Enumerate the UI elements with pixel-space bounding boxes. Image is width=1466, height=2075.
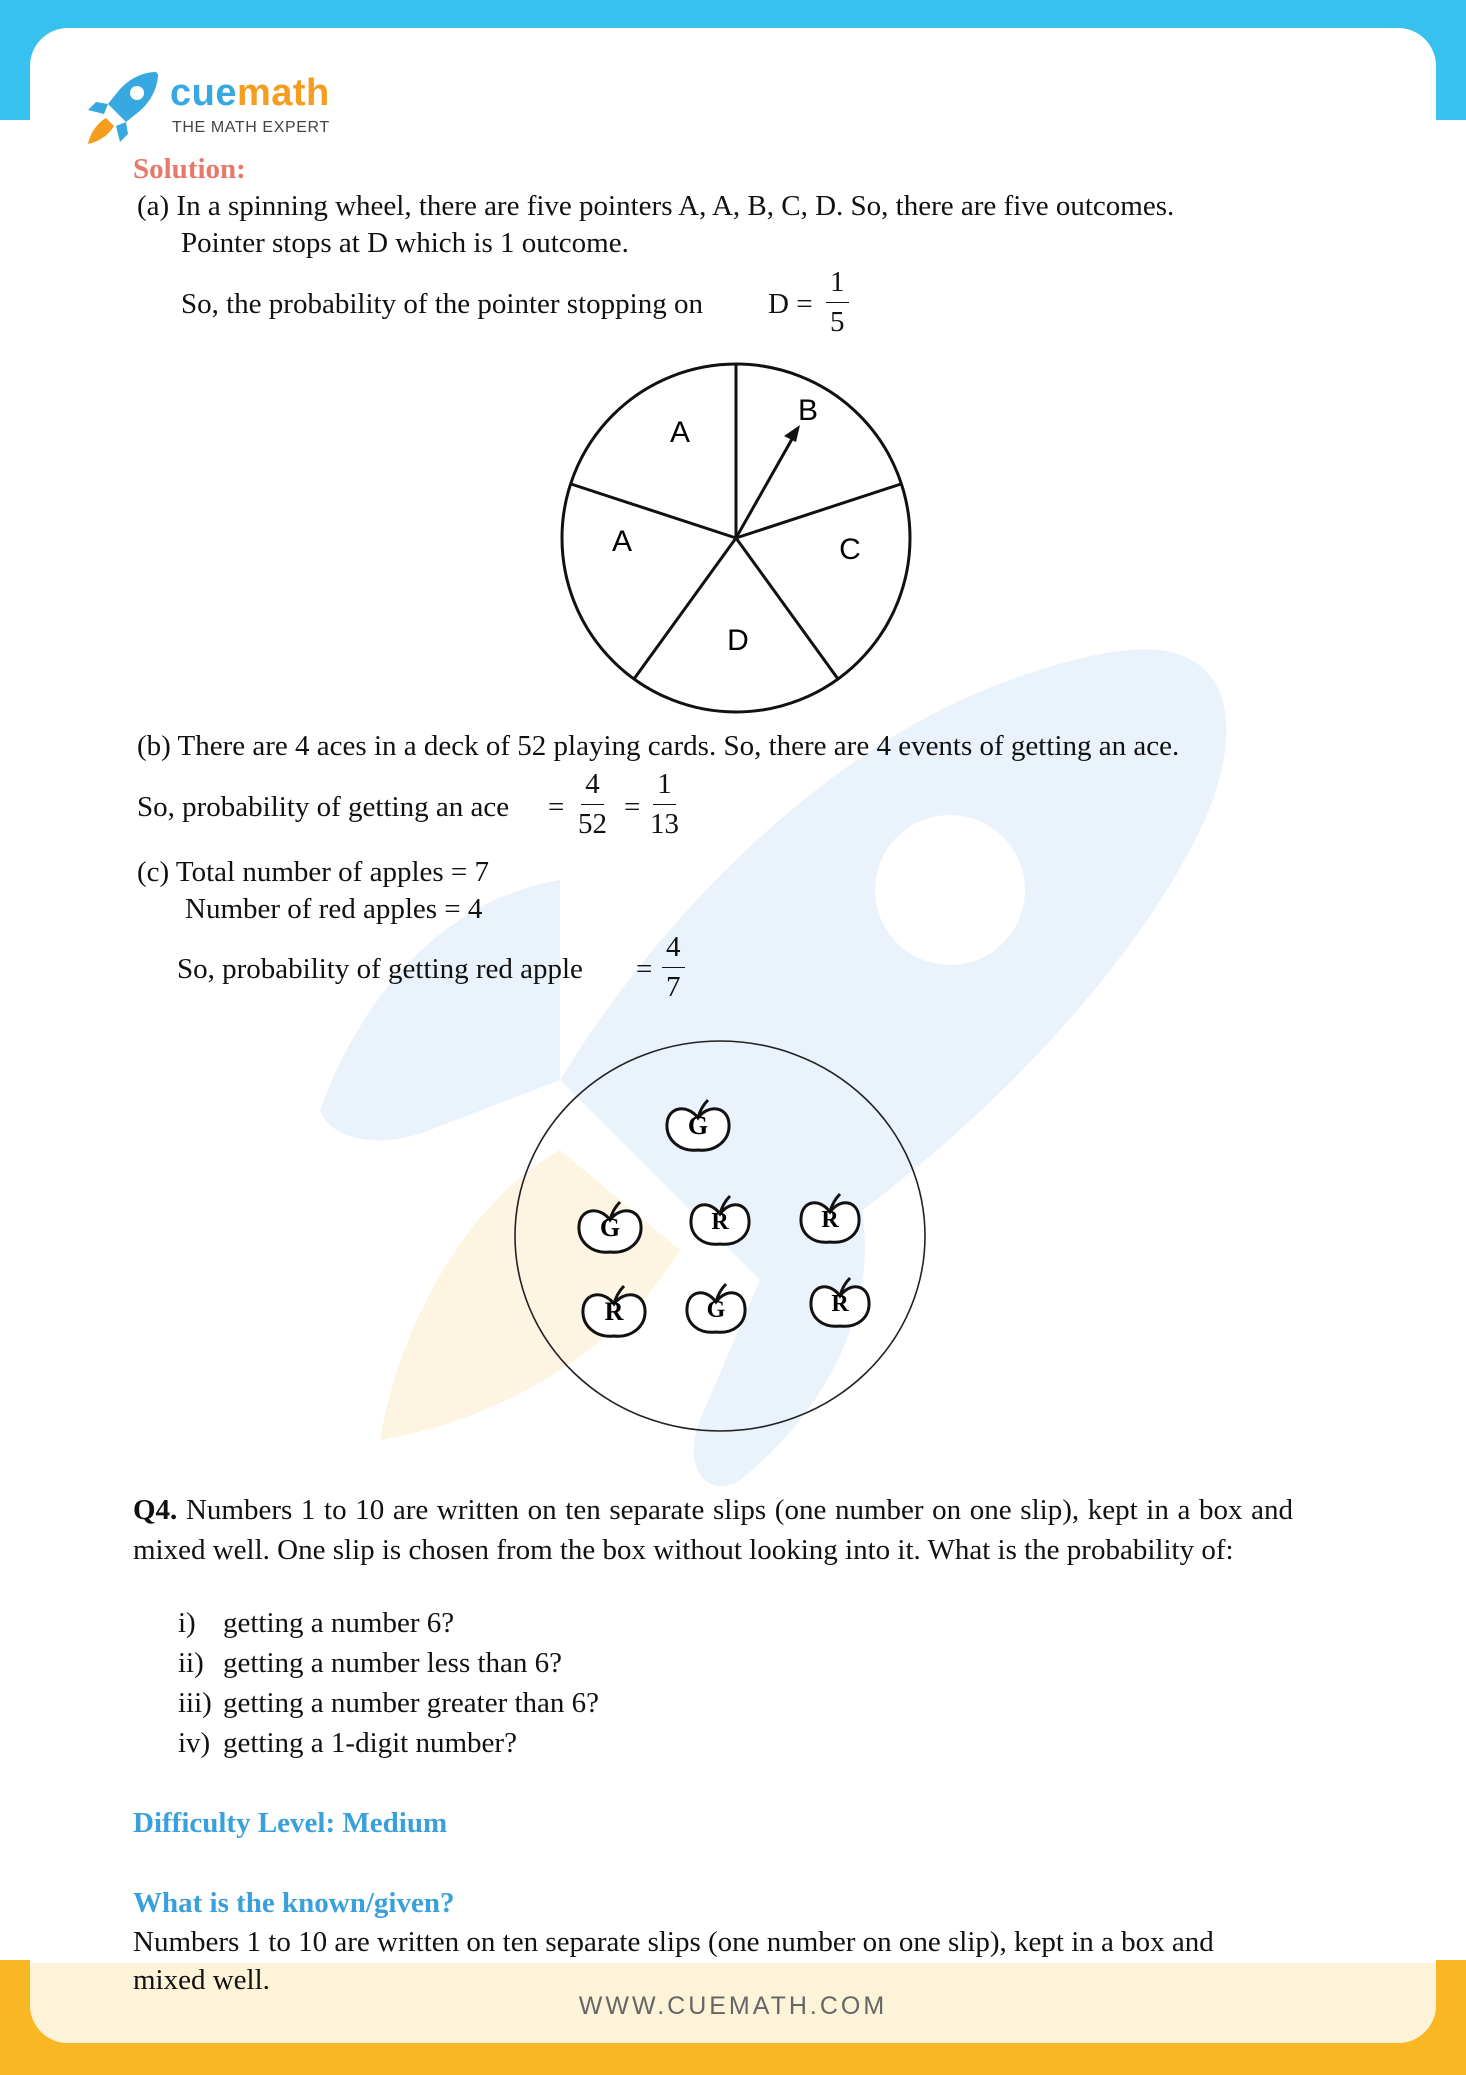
q4-item-num: ii) [178, 1647, 204, 1679]
svg-text:R: R [604, 1297, 624, 1326]
apple-icon [801, 1194, 859, 1242]
q4-item-text: getting a number greater than 6? [223, 1687, 600, 1719]
q4-item-text: getting a number 6? [223, 1607, 455, 1639]
brand-tagline: THE MATH EXPERT [172, 119, 330, 136]
part-a-eq-lhs: D = [768, 288, 813, 320]
apple-icon [583, 1286, 645, 1336]
wheel-label-c: C [839, 533, 861, 566]
q4-item-num: i) [178, 1607, 196, 1639]
q4-item-text: getting a 1-digit number? [223, 1727, 517, 1759]
fraction-numerator: 1 [826, 268, 849, 303]
part-a-line2: Pointer stops at D which is 1 outcome. [181, 227, 629, 259]
apple-icon [579, 1202, 641, 1252]
question-label: Q4. [133, 1494, 178, 1526]
svg-text:G: G [599, 1213, 621, 1242]
solution-heading: Solution: [133, 153, 246, 185]
wheel-label-a-left: A [611, 525, 633, 558]
wheel-label-d: D [727, 624, 749, 657]
wheel-label-a-top: A [669, 416, 691, 449]
part-c-line2: Number of red apples = 4 [185, 893, 483, 925]
equals-sign: = [624, 791, 641, 823]
q4-item-num: iv) [178, 1727, 211, 1759]
part-c-line3: So, probability of getting red apple [177, 953, 583, 985]
apple-icon [667, 1100, 729, 1150]
wheel-divider [736, 538, 838, 679]
known-text: Numbers 1 to 10 are written on ten separate slips (one number on one slip), kept in a box and mixed well. [133, 1926, 1214, 1996]
svg-text:R: R [831, 1291, 849, 1317]
wheel-label-b: B [797, 394, 819, 427]
part-b-fraction-2 [650, 770, 679, 839]
known-heading: What is the known/given? [133, 1887, 455, 1919]
svg-text:R: R [821, 1207, 839, 1233]
part-a-line3: So, the probability of the pointer stopping on [181, 288, 703, 320]
q4-item-num: iii) [178, 1687, 212, 1719]
wheel-divider [571, 484, 736, 538]
svg-text:G: G [687, 1111, 709, 1140]
footer-url: WWW.CUEMATH.COM [578, 1992, 888, 2020]
fraction-denominator: 5 [830, 306, 845, 338]
part-c-fraction [662, 933, 685, 1002]
svg-text:R: R [711, 1209, 729, 1235]
question-text: Numbers 1 to 10 are written on ten separate slips (one number on one slip), kept in a box and mixed well. One slip is chosen from the box without looking into it. What is the probability of: [133, 1494, 1293, 1566]
pointer-arrowhead-icon [784, 425, 800, 442]
part-b-line2: So, probability of getting an ace [137, 791, 510, 823]
cuemath-logo-icon [82, 68, 164, 150]
spinning-wheel [556, 358, 916, 718]
apple-icon [687, 1284, 745, 1332]
fraction-numerator: 4 [581, 770, 604, 805]
part-a-line1: (a) In a spinning wheel, there are five pointers A, A, B, C, D. So, there are five outcomes. [137, 190, 1175, 222]
apple-icon [691, 1196, 749, 1244]
difficulty-level: Difficulty Level: Medium [133, 1807, 448, 1839]
wheel-divider [634, 538, 736, 679]
equals-sign: = [636, 953, 653, 985]
question-4 [133, 1490, 1293, 1570]
part-c-line1: (c) Total number of apples = 7 [137, 856, 490, 888]
q4-item-text: getting a number less than 6? [223, 1647, 563, 1679]
cuemath-wordmark: cuemath [170, 72, 330, 114]
fraction-numerator: 4 [662, 933, 685, 968]
fraction-numerator: 1 [653, 770, 676, 805]
part-a-fraction [826, 268, 849, 337]
equals-sign: = [548, 791, 565, 823]
part-b-line1: (b) There are 4 aces in a deck of 52 playing cards. So, there are 4 events of getting an ace. [137, 730, 1180, 762]
fraction-denominator: 52 [578, 808, 607, 840]
apple-basket [510, 1038, 930, 1438]
fraction-denominator: 13 [650, 808, 679, 840]
apple-icon [811, 1278, 869, 1326]
svg-text:G: G [706, 1297, 726, 1323]
part-b-fraction-1 [578, 770, 607, 839]
fraction-denominator: 7 [666, 971, 681, 1003]
